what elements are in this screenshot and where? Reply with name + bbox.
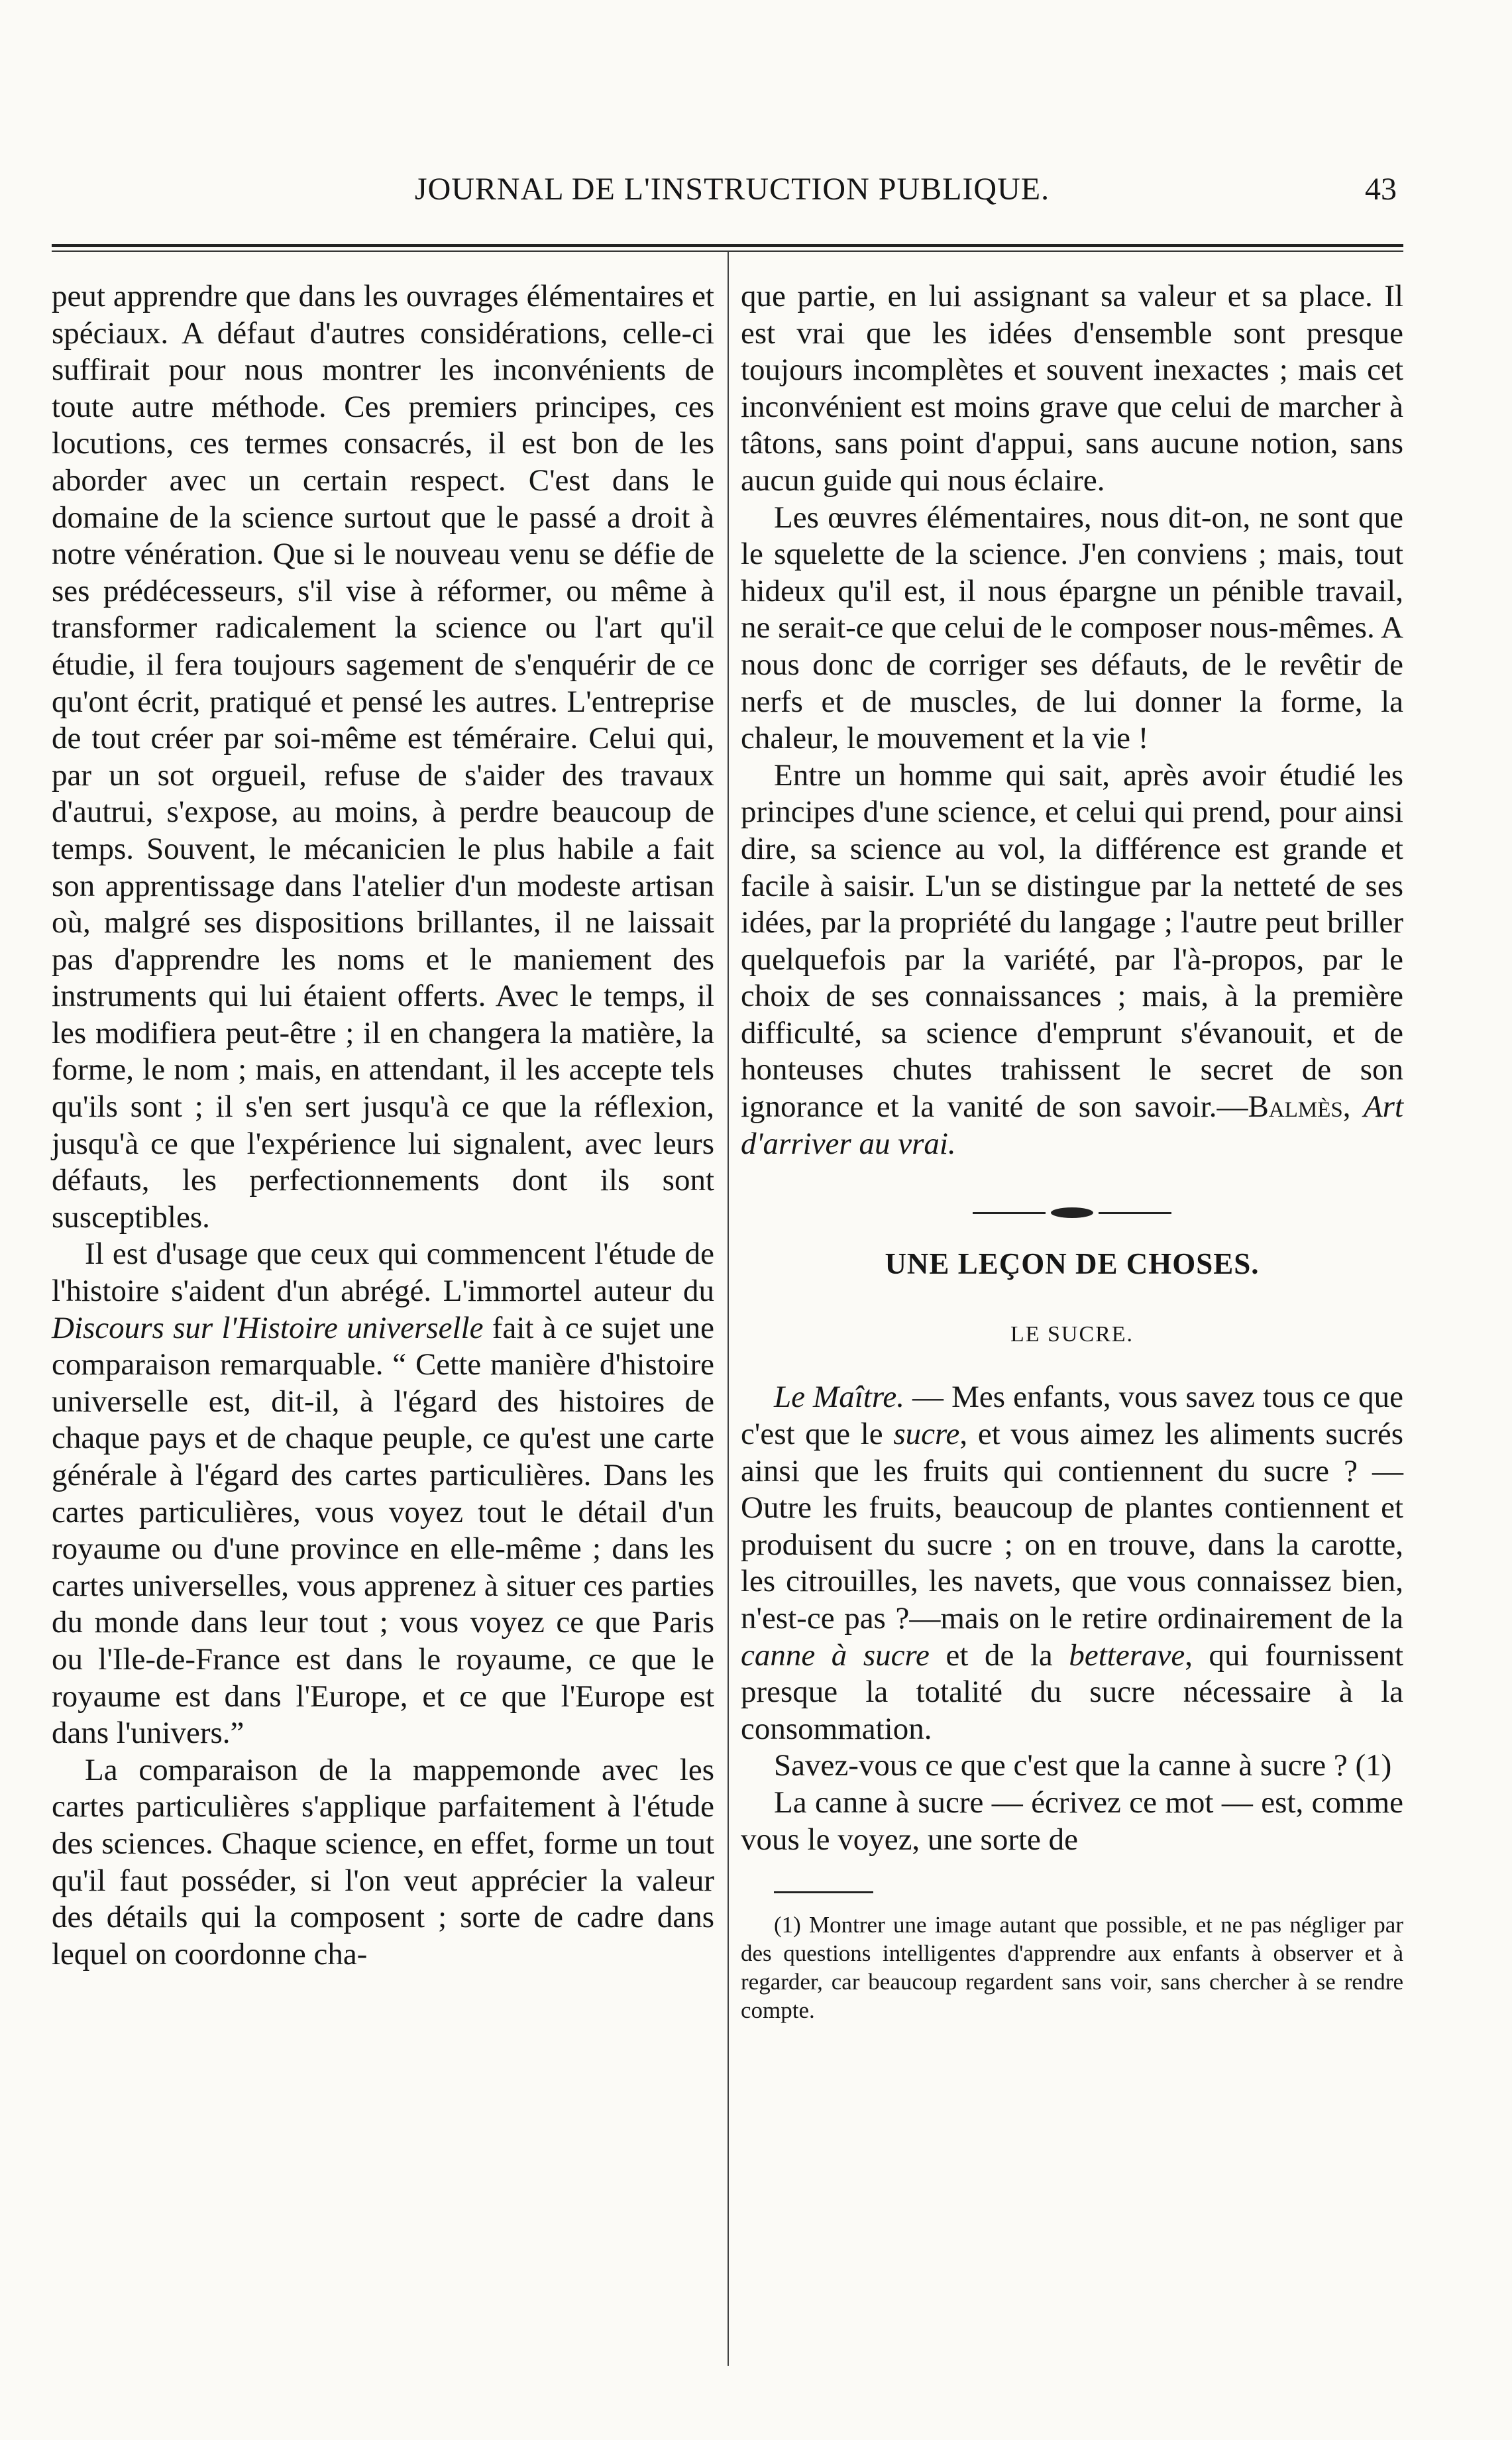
left-p2-start: Il est d'usage que ceux qui commencent l'étude de l'histoire s'aident d'un abrégé. L'immortel auteur du <box>52 1237 714 1309</box>
term-canne: canne à sucre <box>741 1637 930 1673</box>
page-number: 43 <box>1365 172 1397 207</box>
footnote-rule <box>774 1891 873 1893</box>
right-paragraph-6: La canne à sucre — écrivez ce mot — est, comme vous le voyez, une sorte de <box>741 1785 1403 1857</box>
right-paragraph-3 <box>741 757 1403 1163</box>
header-rule-thick <box>52 244 1403 247</box>
right-column <box>741 278 1403 2024</box>
running-header <box>0 171 1512 217</box>
left-paragraph-3: La comparaison de la mappemonde avec les cartes particulières s'applique parfaitement à l'étude des sciences. Chaque science, en effet, forme un tout qu'il faut posséder, si l'on veut apprécier la valeur des détails qui la composent ; sorte de cadre dans lequel on coordonne cha- <box>52 1752 714 1971</box>
p4-part-d: , qui fournissent presque la totalité du sucre nécessaire à la consommation. <box>741 1637 1404 1746</box>
left-paragraph-1: peut apprendre que dans les ouvrages élémentaires et spéciaux. A défaut d'autres considérations, celle-ci suffirait pour nous montrer les inconvénients de toute autre méthode. Ces premiers principes, ces locutions, ces termes consacrés, il est bon de les aborder avec un certain respect. C'est dans le domaine de la science surtout que le passé a droit à notre vénération. Que si le nouveau venu se défie de ses prédécesseurs, s'il vise à réformer, ou même à transformer radicalement la science ou l'art qu'il étudie, il fera toujours sagement de s'enquérir de ce qu'ont écrit, pratiqué et pensé les autres. L'entreprise de tout créer par soi-même est téméraire. Celui qui, par un sot orgueil, refuse de s'aider des travaux d'autrui, s'expose, au moins, à perdre beaucoup de temps. Souvent, le mécanicien le plus habile a fait son apprentissage dans l'atelier d'un modeste artisan où, malgré ses dispositions brillantes, il ne laissait pas d'apprendre les noms et le maniement des instruments qui lui étaient offerts. Avec le temps, il les modifiera peut-être ; il en changera la matière, la forme, le nom ; mais, en attendant, il les accepte tels qu'ils sont ; il s'en sert jusqu'à ce que la réflexion, jusqu'à ce que l'expérience lui signalent, avec leurs défauts, les perfectionnements dont ils sont susceptibles. <box>52 279 714 1235</box>
section-title: UNE LEÇON DE CHOSES. <box>885 1247 1260 1281</box>
citation-separator: , <box>1342 1089 1364 1125</box>
p4-part-b: , et vous aimez les aliments sucrés ainsi que les fruits qui contiennent du sucre ? — Outre les fruits, beaucoup de plantes contiennent et produisent du sucre ; on en trouve, dans la carotte, les citrouilles, les navets, que vous connaissez bien, n'est-ce pas ?—mais on le retire ordinairement de la <box>741 1417 1403 1636</box>
book-title: Discours sur l'Histoire universelle <box>52 1310 484 1345</box>
section-ornament <box>973 1206 1171 1219</box>
column-divider <box>728 252 729 2366</box>
p4-part-c: et de la <box>929 1637 1069 1673</box>
right-paragraph-1: que partie, en lui assignant sa valeur et sa place. Il est vrai que les idées d'ensemble sont presque toujours incomplètes et souvent inexactes ; mais cet inconvénient est moins grave que celui de marcher à tâtons, sans point d'appui, sans aucune notion, sans aucun guide qui nous éclaire. <box>741 279 1403 498</box>
journal-title: JOURNAL DE L'INSTRUCTION PUBLIQUE. <box>414 172 1050 207</box>
term-sucre: sucre <box>893 1417 960 1452</box>
p4-part-a: — Mes enfants, vous savez tous ce que c'est que le <box>741 1380 1403 1452</box>
left-p2-rest: fait à ce sujet une comparaison remarquable. “ Cette manière d'histoire universelle est, dit-il, à l'égard des histoires de chaque pays et de chaque peuple, ce qu'est une carte générale à l'égard des cartes particulières. Dans les cartes particulières, vous voyez tout le détail d'un royaume ou d'une province en elle-même ; dans les cartes universelles, vous apprenez à situer ces parties du monde dans leur tout ; vous voyez ce que Paris ou l'Ile-de-France est dans le royaume, ce que le royaume est dans l'Europe, et ce que l'Europe est dans l'univers.” <box>52 1310 715 1751</box>
speaker-label: Le Maître. <box>774 1380 904 1415</box>
right-paragraph-4 <box>741 1379 1403 1747</box>
section-subtitle: LE SUCRE. <box>1010 1321 1134 1347</box>
left-paragraph-2 <box>52 1236 714 1751</box>
right-p3-text: Entre un homme qui sait, après avoir étudié les principes d'une science, et celui qui prend, pour ainsi dire, sa science au vol, la différence est grande et facile à saisir. L'un se distingue par la netteté de ses idées, par la propriété du langage ; l'autre peut briller quelquefois par la variété, par l'à-propos, par le choix de ses connaissances ; mais, à la première difficulté, sa science d'emprunt s'évanouit, et de honteuses chutes trahissent le secret de son ignorance et la vanité de son savoir.— <box>741 757 1403 1125</box>
work-title: Art d'arriver au vrai. <box>741 1089 1404 1161</box>
author-name: Balmès <box>1248 1089 1343 1125</box>
term-betterave: betterave <box>1069 1637 1185 1673</box>
footnote: (1) Montrer une image autant que possible, et ne pas négliger par des questions intelligentes d'apprendre aux enfants à observer et à regarder, car beaucoup regardent sans voir, sans chercher à se rendre compte. <box>741 1912 1403 2024</box>
right-paragraph-2: Les œuvres élémentaires, nous dit-on, ne sont que le squelette de la science. J'en conviens ; mais, tout hideux qu'il est, il nous épargne un pénible travail, ne serait-ce que celui de le composer nous-mêmes. A nous donc de corriger ses défauts, de le revêtir de nerfs et de muscles, de lui donner la forme, la chaleur, le mouvement et la vie ! <box>741 500 1403 756</box>
left-column <box>52 278 714 1973</box>
right-paragraph-5: Savez-vous ce que c'est que la canne à sucre ? (1) <box>774 1748 1392 1783</box>
